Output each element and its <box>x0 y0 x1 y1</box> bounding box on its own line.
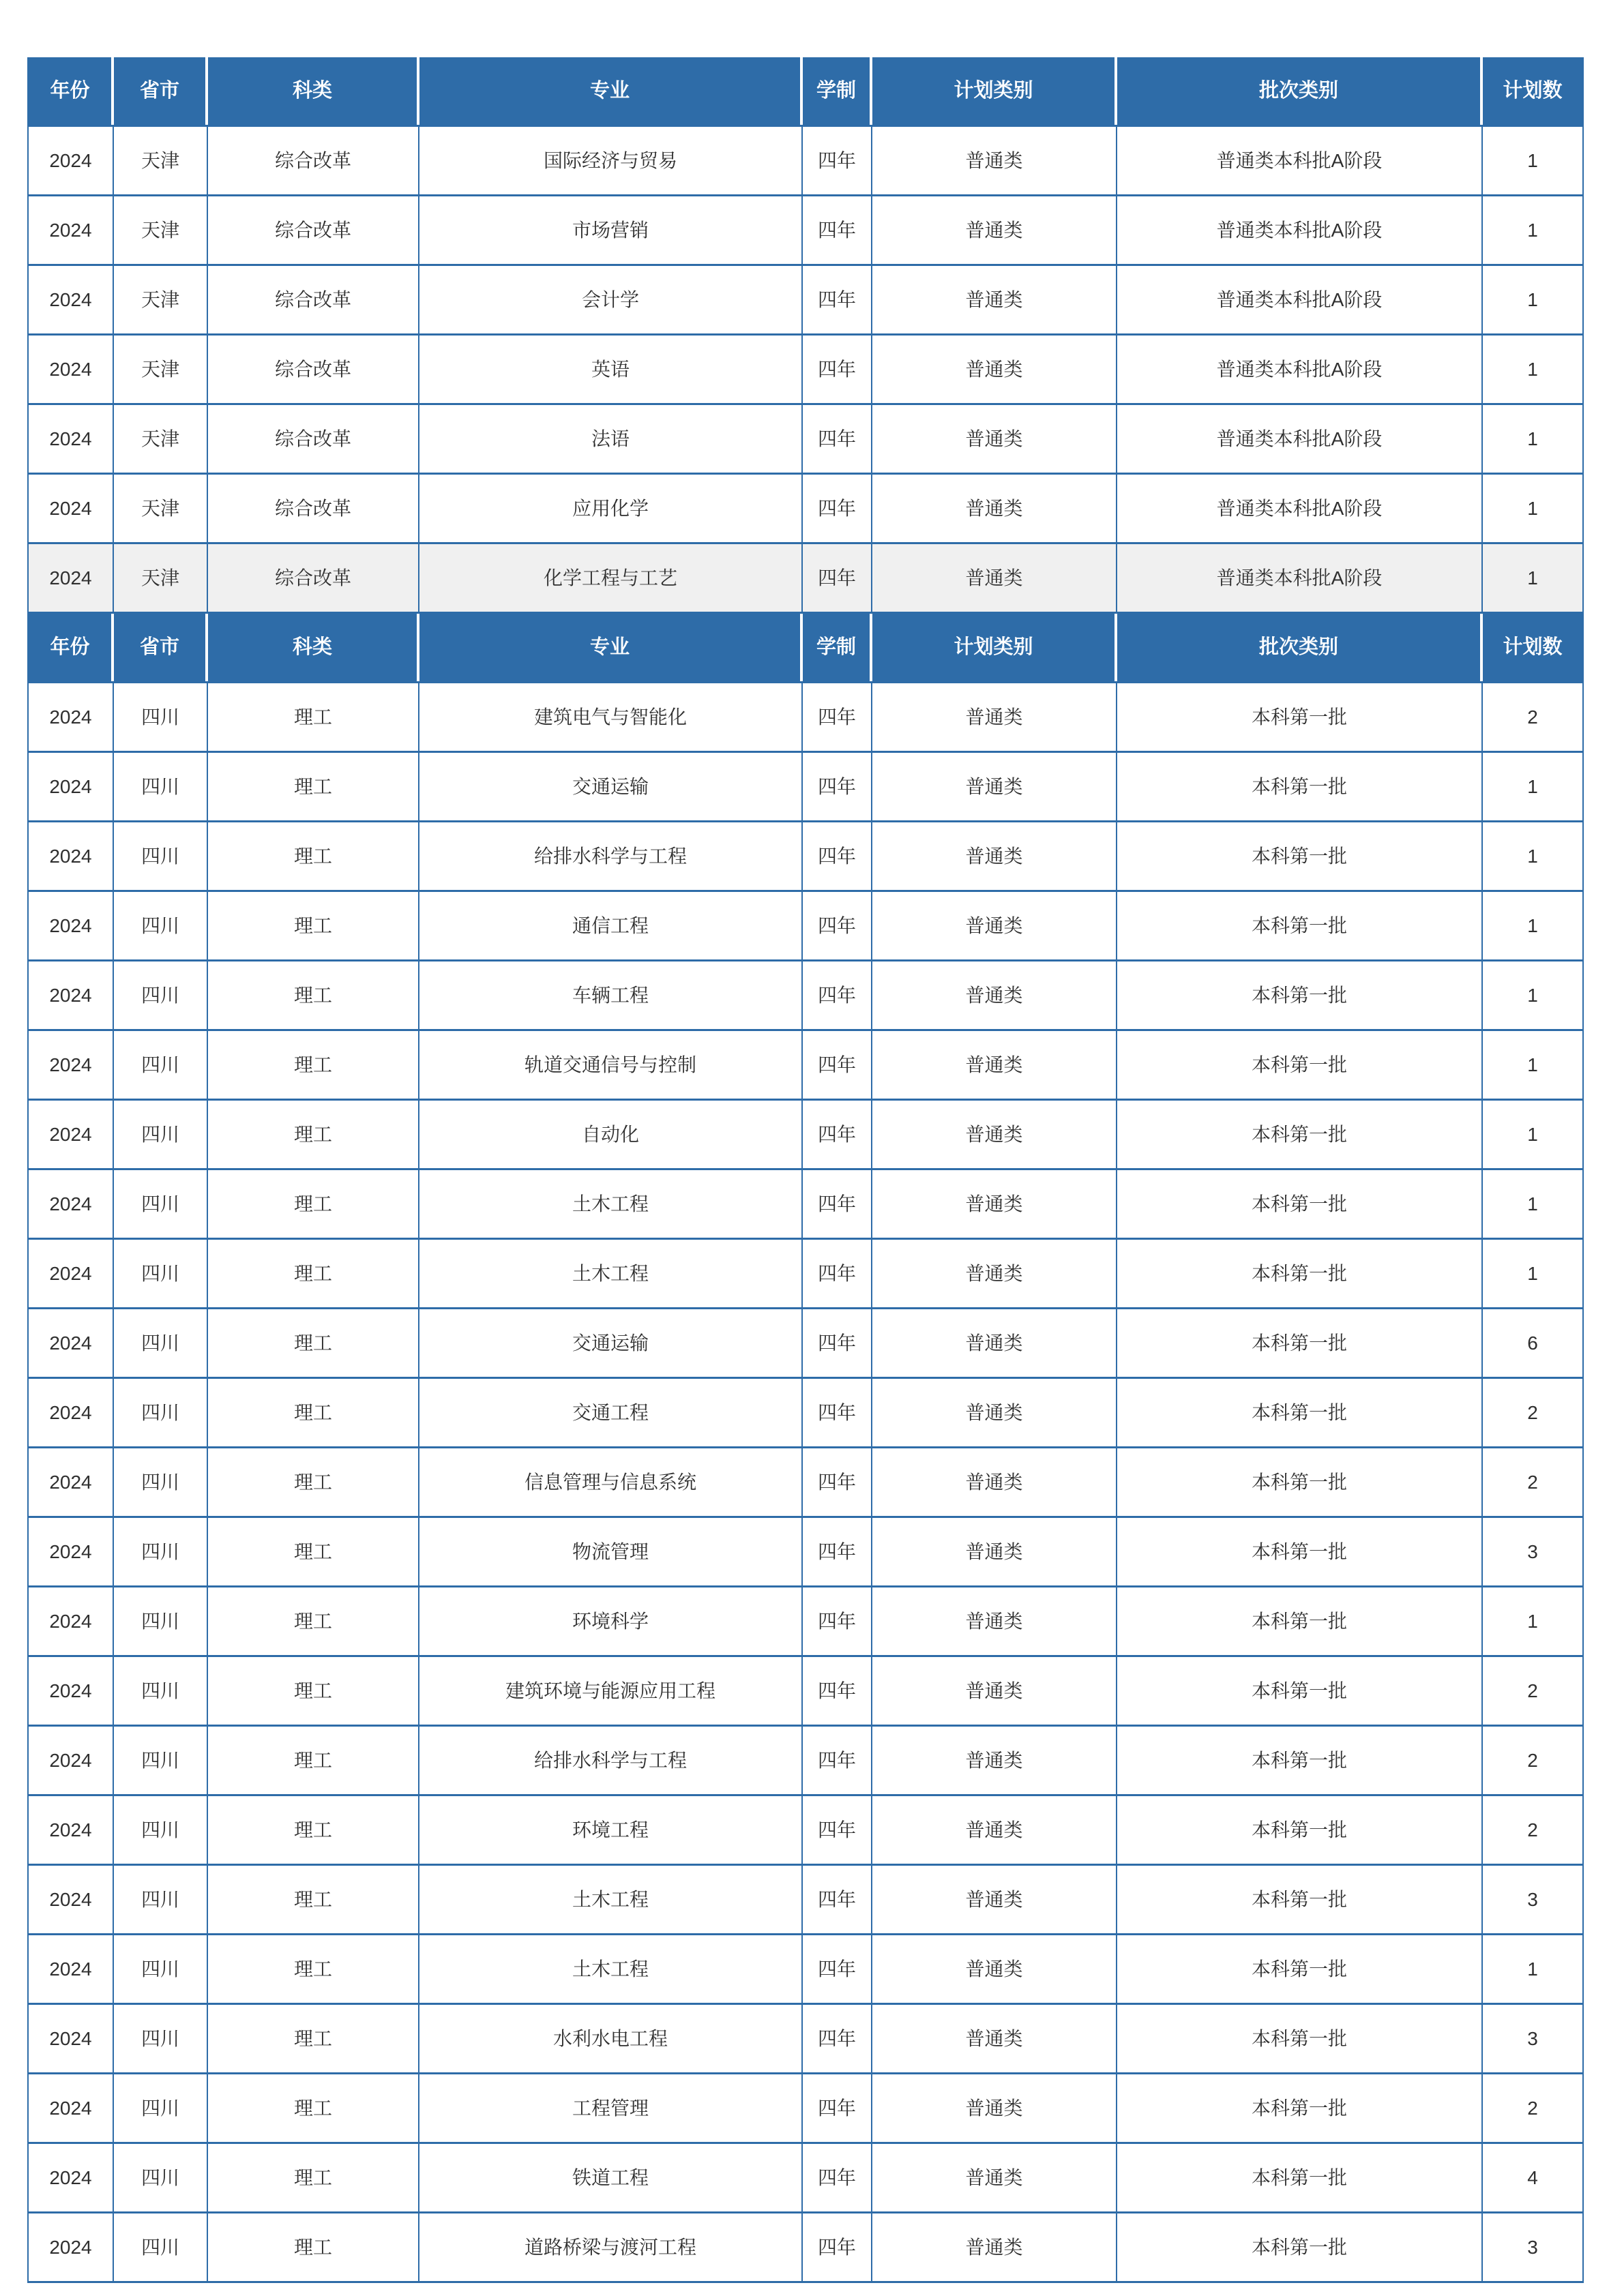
cell-province: 四川 <box>114 2144 208 2211</box>
cell-year: 2024 <box>29 1240 114 1307</box>
table-row <box>29 1379 1582 1448</box>
cell-major: 土木工程 <box>419 1866 803 1933</box>
cell-duration: 四年 <box>803 753 872 820</box>
cell-year: 2024 <box>29 475 114 542</box>
cell-subject: 理工 <box>208 1935 419 2003</box>
table-row <box>29 753 1582 822</box>
cell-count: 2 <box>1527 706 1538 728</box>
header-cell-province: 省市 <box>114 614 208 681</box>
cell-major: 道路桥梁与渡河工程 <box>419 2213 803 2281</box>
header-cell-count: 计划数 <box>1503 80 1563 102</box>
cell-count: 2 <box>1527 1749 1538 1771</box>
cell-count: 1 <box>1527 1958 1538 1980</box>
cell-year: 2024 <box>29 2213 114 2281</box>
cell-count: 1 <box>1527 288 1538 310</box>
cell-year: 2024 <box>29 961 114 1029</box>
cell-major: 铁道工程 <box>419 2144 803 2211</box>
cell-province: 四川 <box>114 2074 208 2142</box>
cell-duration: 四年 <box>803 1309 872 1377</box>
cell-province: 四川 <box>114 1935 208 2003</box>
cell-plan_type: 普通类 <box>872 405 1117 473</box>
cell-major: 水利水电工程 <box>419 2005 803 2072</box>
cell-plan_type: 普通类 <box>872 2074 1117 2142</box>
cell-duration: 四年 <box>803 1031 872 1099</box>
cell-plan_type: 普通类 <box>872 1866 1117 1933</box>
cell-province: 天津 <box>114 475 208 542</box>
cell-batch: 本科第一批 <box>1117 1518 1483 1585</box>
cell-batch: 本科第一批 <box>1117 753 1483 820</box>
cell-plan_type: 普通类 <box>872 1309 1117 1377</box>
cell-duration: 四年 <box>803 2074 872 2142</box>
cell-plan_type: 普通类 <box>872 475 1117 542</box>
cell-plan_type: 普通类 <box>872 1518 1117 1585</box>
cell-batch: 本科第一批 <box>1117 1309 1483 1377</box>
cell-batch: 本科第一批 <box>1117 822 1483 890</box>
cell-major: 给排水科学与工程 <box>419 822 803 890</box>
cell-plan_type: 普通类 <box>872 822 1117 890</box>
cell-duration: 四年 <box>803 2144 872 2211</box>
cell-plan_type: 普通类 <box>872 1796 1117 1864</box>
cell-duration: 四年 <box>803 1170 872 1238</box>
cell-subject: 综合改革 <box>208 266 419 333</box>
cell-province: 四川 <box>114 1866 208 1933</box>
cell-year: 2024 <box>29 544 114 612</box>
cell-subject: 理工 <box>208 1309 419 1377</box>
cell-major: 环境科学 <box>419 1587 803 1655</box>
cell-year: 2024 <box>29 892 114 959</box>
cell-year: 2024 <box>29 1031 114 1099</box>
cell-year: 2024 <box>29 336 114 403</box>
cell-plan_type: 普通类 <box>872 127 1117 194</box>
cell-duration: 四年 <box>803 1101 872 1168</box>
cell-duration: 四年 <box>803 683 872 751</box>
cell-year: 2024 <box>29 1935 114 2003</box>
cell-plan_type: 普通类 <box>872 1448 1117 1516</box>
table-row <box>29 1031 1582 1101</box>
cell-plan_type: 普通类 <box>872 961 1117 1029</box>
cell-subject: 理工 <box>208 2213 419 2281</box>
table-header-row <box>29 614 1582 683</box>
cell-subject: 理工 <box>208 961 419 1029</box>
table-row <box>29 1518 1582 1587</box>
cell-province: 四川 <box>114 1309 208 1377</box>
cell-plan_type: 普通类 <box>872 753 1117 820</box>
cell-subject: 综合改革 <box>208 127 419 194</box>
cell-duration: 四年 <box>803 822 872 890</box>
cell-count: 1 <box>1527 845 1538 867</box>
cell-province: 四川 <box>114 2005 208 2072</box>
cell-duration: 四年 <box>803 475 872 542</box>
cell-subject: 理工 <box>208 1379 419 1446</box>
cell-duration: 四年 <box>803 1518 872 1585</box>
cell-major: 建筑电气与智能化 <box>419 683 803 751</box>
header-cell-province: 省市 <box>114 57 208 125</box>
cell-subject: 理工 <box>208 1170 419 1238</box>
cell-count: 1 <box>1527 1193 1538 1214</box>
cell-major: 土木工程 <box>419 1170 803 1238</box>
cell-batch: 本科第一批 <box>1117 683 1483 751</box>
cell-year: 2024 <box>29 1379 114 1446</box>
table-row <box>29 1935 1582 2005</box>
cell-duration: 四年 <box>803 1796 872 1864</box>
table-row <box>29 683 1582 753</box>
cell-major: 土木工程 <box>419 1935 803 2003</box>
cell-subject: 理工 <box>208 892 419 959</box>
header-cell-duration: 学制 <box>803 614 872 681</box>
cell-count: 1 <box>1527 149 1538 171</box>
cell-province: 四川 <box>114 822 208 890</box>
cell-count: 2 <box>1527 1680 1538 1701</box>
cell-province: 四川 <box>114 1101 208 1168</box>
cell-subject: 理工 <box>208 1448 419 1516</box>
cell-year: 2024 <box>29 2005 114 2072</box>
table-row <box>29 822 1582 892</box>
cell-batch: 本科第一批 <box>1117 961 1483 1029</box>
cell-duration: 四年 <box>803 1240 872 1307</box>
table-row <box>29 1657 1582 1727</box>
cell-subject: 综合改革 <box>208 475 419 542</box>
cell-count: 2 <box>1527 2097 1538 2119</box>
cell-major: 交通运输 <box>419 753 803 820</box>
cell-subject: 理工 <box>208 2144 419 2211</box>
cell-batch: 本科第一批 <box>1117 1935 1483 2003</box>
cell-year: 2024 <box>29 1657 114 1725</box>
header-cell-duration: 学制 <box>803 57 872 125</box>
cell-province: 四川 <box>114 1796 208 1864</box>
cell-province: 四川 <box>114 683 208 751</box>
table-row <box>29 266 1582 336</box>
cell-count: 3 <box>1527 2027 1538 2049</box>
cell-batch: 普通类本科批A阶段 <box>1117 544 1483 612</box>
cell-year: 2024 <box>29 405 114 473</box>
cell-batch: 本科第一批 <box>1117 1657 1483 1725</box>
cell-province: 四川 <box>114 1518 208 1585</box>
cell-year: 2024 <box>29 1448 114 1516</box>
cell-count: 1 <box>1527 1610 1538 1632</box>
cell-batch: 本科第一批 <box>1117 1866 1483 1933</box>
cell-duration: 四年 <box>803 2005 872 2072</box>
cell-subject: 理工 <box>208 1657 419 1725</box>
cell-plan_type: 普通类 <box>872 1170 1117 1238</box>
cell-subject: 综合改革 <box>208 336 419 403</box>
cell-province: 天津 <box>114 127 208 194</box>
table-row <box>29 1309 1582 1379</box>
cell-subject: 理工 <box>208 1240 419 1307</box>
cell-duration: 四年 <box>803 1587 872 1655</box>
cell-count: 1 <box>1527 1262 1538 1284</box>
cell-duration: 四年 <box>803 1727 872 1794</box>
header-cell-major: 专业 <box>419 57 803 125</box>
cell-province: 四川 <box>114 1031 208 1099</box>
cell-major: 交通运输 <box>419 1309 803 1377</box>
cell-count: 1 <box>1527 567 1538 588</box>
cell-major: 通信工程 <box>419 892 803 959</box>
cell-major: 工程管理 <box>419 2074 803 2142</box>
cell-subject: 理工 <box>208 1866 419 1933</box>
cell-plan_type: 普通类 <box>872 2144 1117 2211</box>
cell-subject: 综合改革 <box>208 405 419 473</box>
cell-plan_type: 普通类 <box>872 266 1117 333</box>
cell-major: 英语 <box>419 336 803 403</box>
cell-province: 四川 <box>114 892 208 959</box>
table-row <box>29 1101 1582 1170</box>
table-header-row <box>29 57 1582 127</box>
cell-year: 2024 <box>29 266 114 333</box>
cell-year: 2024 <box>29 1866 114 1933</box>
header-cell-major: 专业 <box>419 614 803 681</box>
cell-batch: 本科第一批 <box>1117 1796 1483 1864</box>
cell-count: 1 <box>1527 1054 1538 1075</box>
cell-subject: 理工 <box>208 1031 419 1099</box>
cell-count: 2 <box>1527 1471 1538 1493</box>
cell-duration: 四年 <box>803 127 872 194</box>
cell-plan_type: 普通类 <box>872 2213 1117 2281</box>
cell-major: 物流管理 <box>419 1518 803 1585</box>
cell-province: 四川 <box>114 1587 208 1655</box>
cell-batch: 本科第一批 <box>1117 2144 1483 2211</box>
table-row <box>29 475 1582 544</box>
header-cell-year: 年份 <box>29 57 114 125</box>
cell-batch: 普通类本科批A阶段 <box>1117 196 1483 264</box>
table-row <box>29 544 1582 614</box>
cell-batch: 本科第一批 <box>1117 892 1483 959</box>
table-row <box>29 2213 1582 2283</box>
cell-duration: 四年 <box>803 1935 872 2003</box>
cell-plan_type: 普通类 <box>872 1935 1117 2003</box>
table-row <box>29 1796 1582 1866</box>
cell-major: 建筑环境与能源应用工程 <box>419 1657 803 1725</box>
cell-plan_type: 普通类 <box>872 1657 1117 1725</box>
cell-count: 1 <box>1527 984 1538 1006</box>
table-row <box>29 892 1582 961</box>
cell-year: 2024 <box>29 1727 114 1794</box>
cell-batch: 普通类本科批A阶段 <box>1117 266 1483 333</box>
cell-count: 3 <box>1527 1888 1538 1910</box>
cell-subject: 综合改革 <box>208 196 419 264</box>
header-cell-plan_type: 计划类别 <box>872 57 1117 125</box>
cell-duration: 四年 <box>803 1866 872 1933</box>
cell-province: 四川 <box>114 753 208 820</box>
cell-count: 1 <box>1527 1123 1538 1145</box>
header-cell-subject: 科类 <box>208 614 419 681</box>
cell-year: 2024 <box>29 1170 114 1238</box>
cell-batch: 本科第一批 <box>1117 2213 1483 2281</box>
cell-count: 1 <box>1527 358 1538 380</box>
cell-duration: 四年 <box>803 892 872 959</box>
table-row <box>29 196 1582 266</box>
cell-count: 2 <box>1527 1819 1538 1840</box>
cell-major: 车辆工程 <box>419 961 803 1029</box>
cell-province: 天津 <box>114 336 208 403</box>
table-row <box>29 2074 1582 2144</box>
cell-plan_type: 普通类 <box>872 892 1117 959</box>
cell-year: 2024 <box>29 1796 114 1864</box>
cell-major: 环境工程 <box>419 1796 803 1864</box>
header-cell-batch: 批次类别 <box>1117 614 1483 681</box>
cell-plan_type: 普通类 <box>872 1727 1117 1794</box>
cell-duration: 四年 <box>803 266 872 333</box>
cell-major: 应用化学 <box>419 475 803 542</box>
cell-plan_type: 普通类 <box>872 336 1117 403</box>
cell-province: 四川 <box>114 1240 208 1307</box>
cell-duration: 四年 <box>803 961 872 1029</box>
cell-count: 1 <box>1527 914 1538 936</box>
cell-batch: 本科第一批 <box>1117 1379 1483 1446</box>
cell-duration: 四年 <box>803 2213 872 2281</box>
cell-batch: 本科第一批 <box>1117 2074 1483 2142</box>
cell-year: 2024 <box>29 1518 114 1585</box>
cell-province: 四川 <box>114 1657 208 1725</box>
cell-subject: 理工 <box>208 1796 419 1864</box>
cell-major: 国际经济与贸易 <box>419 127 803 194</box>
cell-subject: 理工 <box>208 753 419 820</box>
cell-year: 2024 <box>29 2074 114 2142</box>
cell-subject: 理工 <box>208 1101 419 1168</box>
header-cell-plan_type: 计划类别 <box>872 614 1117 681</box>
cell-batch: 本科第一批 <box>1117 1101 1483 1168</box>
table-row <box>29 1587 1582 1657</box>
cell-year: 2024 <box>29 683 114 751</box>
cell-major: 信息管理与信息系统 <box>419 1448 803 1516</box>
cell-batch: 普通类本科批A阶段 <box>1117 405 1483 473</box>
cell-year: 2024 <box>29 196 114 264</box>
admission-plan-table <box>27 57 1584 2283</box>
cell-count: 1 <box>1527 497 1538 519</box>
header-cell-year: 年份 <box>29 614 114 681</box>
table-row <box>29 2144 1582 2213</box>
cell-province: 四川 <box>114 1727 208 1794</box>
table-row <box>29 405 1582 475</box>
cell-batch: 本科第一批 <box>1117 1727 1483 1794</box>
cell-subject: 理工 <box>208 1518 419 1585</box>
cell-batch: 本科第一批 <box>1117 2005 1483 2072</box>
table-row <box>29 127 1582 196</box>
cell-subject: 综合改革 <box>208 544 419 612</box>
cell-subject: 理工 <box>208 683 419 751</box>
cell-year: 2024 <box>29 1587 114 1655</box>
cell-subject: 理工 <box>208 1587 419 1655</box>
cell-plan_type: 普通类 <box>872 1240 1117 1307</box>
header-cell-subject: 科类 <box>208 57 419 125</box>
cell-major: 土木工程 <box>419 1240 803 1307</box>
cell-duration: 四年 <box>803 1448 872 1516</box>
cell-year: 2024 <box>29 1309 114 1377</box>
cell-batch: 本科第一批 <box>1117 1170 1483 1238</box>
cell-major: 会计学 <box>419 266 803 333</box>
cell-subject: 理工 <box>208 1727 419 1794</box>
table-row <box>29 336 1582 405</box>
cell-province: 四川 <box>114 961 208 1029</box>
cell-batch: 普通类本科批A阶段 <box>1117 127 1483 194</box>
cell-count: 4 <box>1527 2166 1538 2188</box>
cell-plan_type: 普通类 <box>872 544 1117 612</box>
cell-plan_type: 普通类 <box>872 196 1117 264</box>
cell-year: 2024 <box>29 127 114 194</box>
cell-province: 四川 <box>114 1448 208 1516</box>
cell-count: 1 <box>1527 428 1538 449</box>
cell-province: 天津 <box>114 196 208 264</box>
cell-batch: 本科第一批 <box>1117 1448 1483 1516</box>
cell-province: 四川 <box>114 1379 208 1446</box>
cell-province: 天津 <box>114 266 208 333</box>
cell-major: 交通工程 <box>419 1379 803 1446</box>
table-row <box>29 2005 1582 2074</box>
cell-duration: 四年 <box>803 1379 872 1446</box>
cell-plan_type: 普通类 <box>872 683 1117 751</box>
cell-year: 2024 <box>29 2144 114 2211</box>
header-cell-count: 计划数 <box>1503 636 1563 659</box>
cell-plan_type: 普通类 <box>872 2005 1117 2072</box>
table-row <box>29 1727 1582 1796</box>
cell-plan_type: 普通类 <box>872 1379 1117 1446</box>
cell-year: 2024 <box>29 753 114 820</box>
cell-plan_type: 普通类 <box>872 1587 1117 1655</box>
cell-major: 化学工程与工艺 <box>419 544 803 612</box>
table-row <box>29 1240 1582 1309</box>
cell-plan_type: 普通类 <box>872 1101 1117 1168</box>
cell-count: 3 <box>1527 2236 1538 2258</box>
cell-major: 法语 <box>419 405 803 473</box>
cell-major: 轨道交通信号与控制 <box>419 1031 803 1099</box>
header-cell-batch: 批次类别 <box>1117 57 1483 125</box>
cell-batch: 本科第一批 <box>1117 1031 1483 1099</box>
cell-duration: 四年 <box>803 544 872 612</box>
cell-year: 2024 <box>29 1101 114 1168</box>
table-row <box>29 1448 1582 1518</box>
cell-province: 天津 <box>114 405 208 473</box>
cell-count: 6 <box>1527 1332 1538 1354</box>
cell-year: 2024 <box>29 822 114 890</box>
cell-subject: 理工 <box>208 2005 419 2072</box>
cell-province: 四川 <box>114 1170 208 1238</box>
cell-batch: 本科第一批 <box>1117 1587 1483 1655</box>
cell-duration: 四年 <box>803 405 872 473</box>
cell-plan_type: 普通类 <box>872 1031 1117 1099</box>
cell-duration: 四年 <box>803 196 872 264</box>
table-row <box>29 1170 1582 1240</box>
cell-province: 四川 <box>114 2213 208 2281</box>
table-row <box>29 1866 1582 1935</box>
cell-batch: 本科第一批 <box>1117 1240 1483 1307</box>
cell-major: 自动化 <box>419 1101 803 1168</box>
cell-subject: 理工 <box>208 822 419 890</box>
table-row <box>29 961 1582 1031</box>
cell-count: 1 <box>1527 775 1538 797</box>
cell-province: 天津 <box>114 544 208 612</box>
cell-duration: 四年 <box>803 1657 872 1725</box>
cell-batch: 普通类本科批A阶段 <box>1117 475 1483 542</box>
cell-count: 2 <box>1527 1401 1538 1423</box>
cell-count: 3 <box>1527 1540 1538 1562</box>
cell-major: 给排水科学与工程 <box>419 1727 803 1794</box>
cell-major: 市场营销 <box>419 196 803 264</box>
cell-count: 1 <box>1527 219 1538 241</box>
cell-batch: 普通类本科批A阶段 <box>1117 336 1483 403</box>
cell-duration: 四年 <box>803 336 872 403</box>
cell-subject: 理工 <box>208 2074 419 2142</box>
